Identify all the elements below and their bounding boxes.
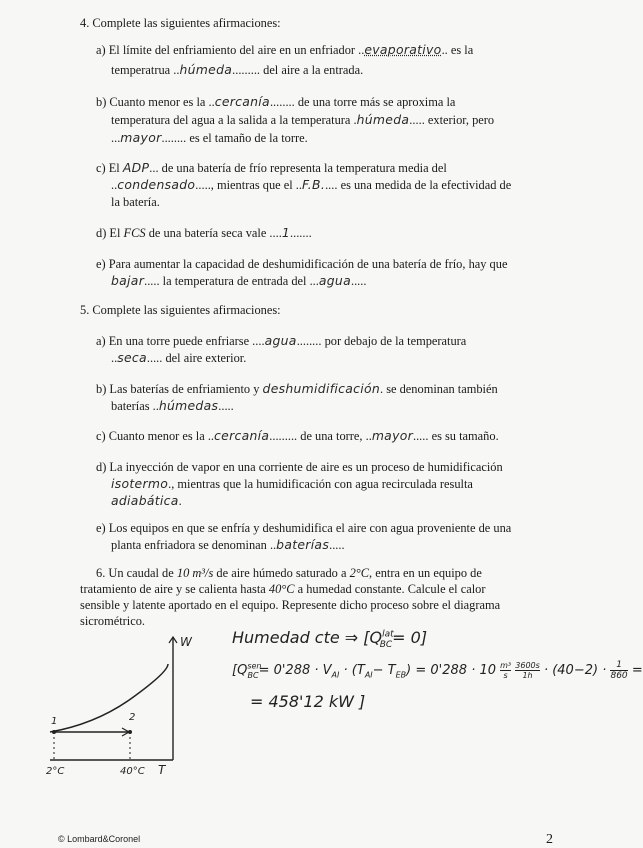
q4c-answer2: condensado — [117, 177, 196, 192]
page-number: 2 — [546, 832, 553, 847]
q5a-answer1: agua — [264, 333, 297, 348]
q4b-line3: ...mayor........ es el tamaño de la torre. — [111, 130, 308, 145]
y-axis-label: W — [180, 635, 192, 649]
q5e-line1: e) Los equipos en que se enfría y deshumidifica el aire con agua proveniente de una — [96, 521, 512, 535]
q5d-answer1: isotermo — [111, 476, 169, 491]
q5d-line3: adiabática. — [111, 493, 182, 508]
solution-result: = 458'12 kW ] — [250, 692, 366, 711]
q4b-line2: temperatura del agua a la salida a la temperatura .húmeda..... exterior, pero — [111, 112, 495, 127]
q4c-line1: c) El ADP... de una batería de frío representa la temperatura media del — [96, 160, 447, 175]
q5d-answer2: adiabática — [111, 493, 179, 508]
q4b-answer2: húmeda — [356, 112, 410, 127]
solution-line1: Humedad cte ⇒ $[Q^{lat}_{BC}= 0]$ — [232, 628, 428, 651]
q4c-line2: ..condensado....., mientras que el ..F.B..... es una medida de la efectividad de — [111, 177, 512, 192]
q5b-answer2: húmedas — [158, 398, 219, 413]
point-2-label: 2 — [129, 712, 136, 723]
copyright-footer: © Lombard&Coronel — [58, 834, 141, 844]
q4e-line2: bajar..... la temperatura de entrada del ...agua..... — [111, 273, 367, 288]
q4d-answer: 1 — [281, 225, 291, 240]
q4e-answer2: agua — [318, 273, 351, 288]
q5-heading: 5. Complete las siguientes afirmaciones: — [80, 303, 281, 317]
q4-heading: 4. Complete las siguientes afirmaciones: — [80, 16, 281, 30]
q5c-answer2: mayor — [371, 428, 413, 443]
q5e-line2: planta enfriadora se denominan ..baterías..... — [111, 537, 345, 552]
tick-40c-label: 40°C — [120, 766, 145, 777]
q6-line2: tratamiento de aire y se calienta hasta 40°C a humedad constante. Calcule el calor — [80, 582, 486, 596]
solution-line2: [$Q^{sen}_{BC}= 0'288 \cdot V_{AI} \cdot (T_{AI}- T_{EB}) = 0'288 \cdot 10$ $\frac{\text{m³}}{s}$ $\frac{3600s}{1h}$ · (40−2) · $\frac{1}{860}$ = — [232, 660, 643, 681]
q4b-answer1: cercanía — [214, 94, 270, 109]
q5b-line2: baterías ..húmedas..... — [111, 398, 234, 413]
q5e-answer: baterías — [276, 537, 330, 552]
q5d-line1: d) La inyección de vapor en una corriente de aire es un proceso de humidificación — [96, 460, 503, 474]
q6-line1: 6. Un caudal de 10 m³/s de aire húmedo saturado a 2°C, entra en un equipo de — [96, 566, 482, 580]
q4a-line1: a) El límite del enfriamiento del aire en un enfriador ..evaporativo.. es la — [96, 42, 474, 57]
tick-2c-label: 2°C — [46, 766, 65, 777]
q4b-answer3: mayor — [120, 130, 162, 145]
q5a-line2: ..seca..... del aire exterior. — [111, 350, 247, 365]
q4d-line: d) El FCS de una batería seca vale ....1....... — [96, 225, 312, 240]
fraction-3600s-1h: $\frac{3600s}{1h}$ — [515, 661, 540, 680]
q4b-line1: b) Cuanto menor es la ..cercanía........ de una torre más se aproxima la — [96, 94, 456, 109]
saturation-curve — [50, 664, 168, 732]
q4c-line3: la batería. — [111, 195, 160, 209]
fraction-1-860: $\frac{1}{860}$ — [610, 660, 628, 681]
q4a-answer1: evaporativo — [364, 42, 442, 57]
q5b-answer1: deshumidificación — [262, 381, 380, 396]
q5a-line1: a) En una torre puede enfriarse ....agua........ por debajo de la temperatura — [96, 333, 467, 348]
point-1-label: 1 — [51, 716, 58, 727]
q5b-line1: b) Las baterías de enfriamiento y deshumidificación. se denominan también — [96, 381, 498, 396]
q4e-answer1: bajar — [111, 273, 145, 288]
q4a-line2: temperatrua ..húmeda......... del aire a la entrada. — [111, 62, 364, 77]
q6-line3: sensible y latente aportado en el equipo. Represente dicho proceso sobre el diagrama — [80, 598, 501, 612]
q4e-line1: e) Para aumentar la capacidad de deshumidificación de una batería de frío, hay que — [96, 257, 508, 271]
q6-line4: sicrométrico. — [80, 614, 146, 628]
x-axis-label: T — [158, 763, 166, 777]
q5c-line: c) Cuanto menor es la ..cercanía......... de una torre, ..mayor..... es su tamaño. — [96, 428, 499, 443]
q4a-answer2: húmeda — [179, 62, 233, 77]
q5c-answer1: cercanía — [214, 428, 270, 443]
q4c-answer3: F.B. — [301, 177, 326, 192]
fraction-m3-s: $\frac{\text{m³}}{s}$ — [500, 661, 512, 680]
psychrometric-sketch — [36, 628, 196, 778]
q4c-answer1: ADP — [122, 160, 150, 175]
q5d-line2: isotermo., mientras que la humidificación con agua recirculada resulta — [111, 476, 473, 491]
q5a-answer2: seca — [117, 350, 147, 365]
